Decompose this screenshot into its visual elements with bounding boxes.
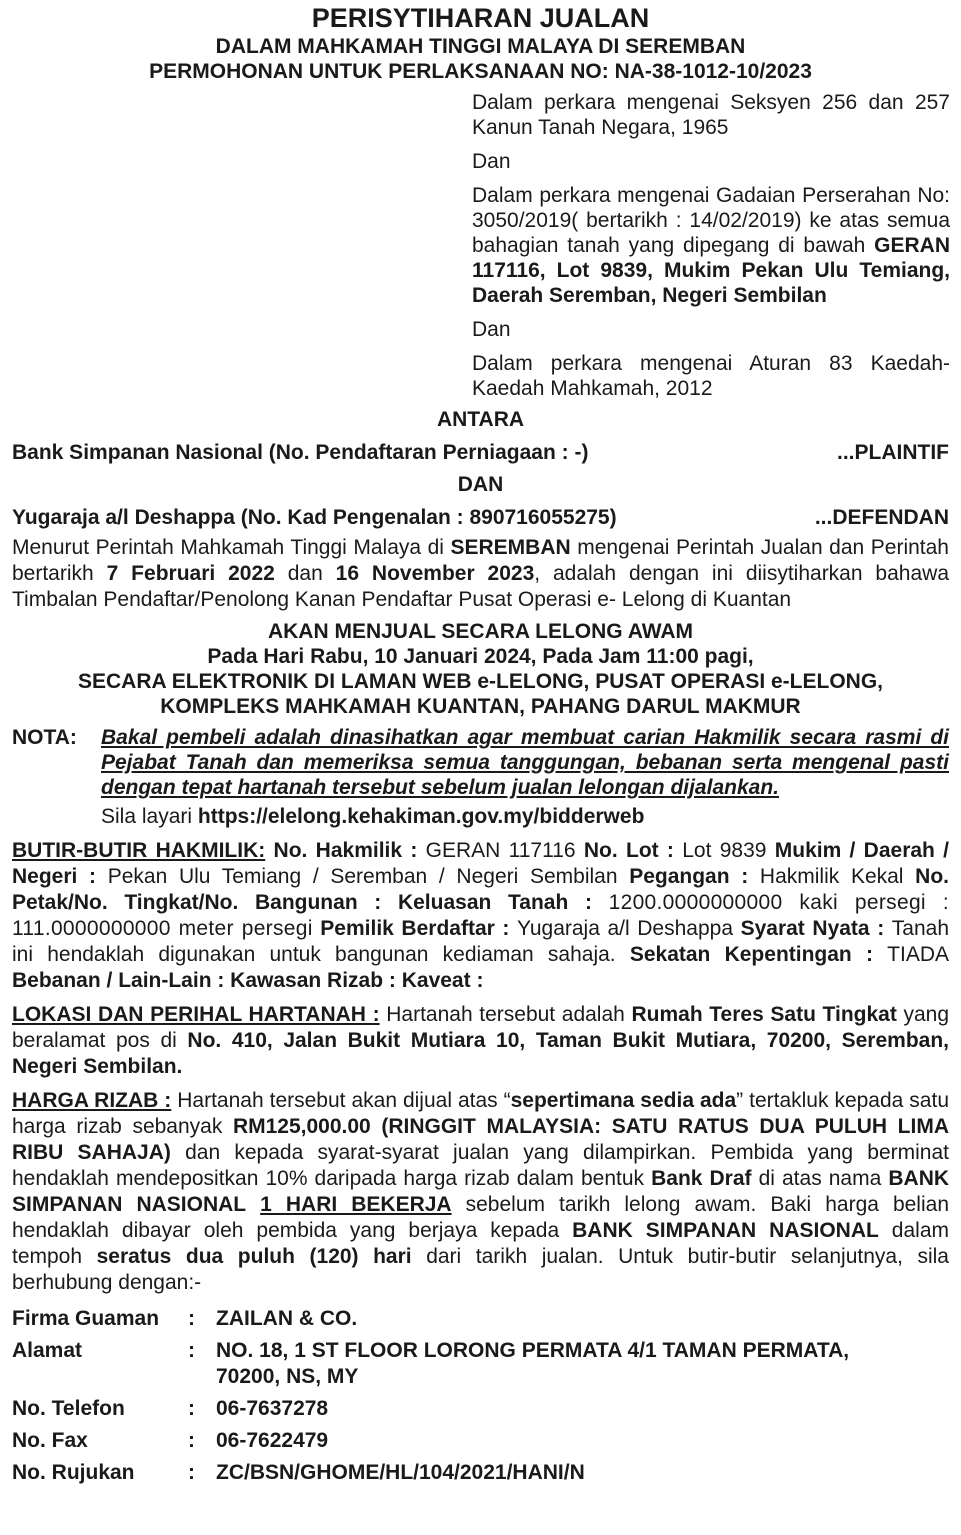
detail-value: Pekan Ulu Temiang / Seremban / Negeri Sembilan bbox=[107, 865, 618, 888]
contact-row-fax bbox=[12, 1428, 949, 1454]
contact-label: Firma Guaman bbox=[12, 1307, 160, 1330]
matter-paragraph-2 bbox=[472, 183, 950, 308]
detail-key: No. Hakmilik : bbox=[265, 839, 426, 862]
order-date-1: 7 Februari 2022 bbox=[106, 562, 275, 585]
location-section bbox=[12, 1002, 949, 1080]
location-text: Hartanah tersebut adalah bbox=[379, 1003, 632, 1026]
defendant-row bbox=[12, 505, 949, 531]
detail-key: Syarat Nyata : bbox=[733, 917, 892, 940]
nota-text: Bakal pembeli adalah dinasihatkan agar membuat carian Hakmilik secara rasmi di Pejabat Tanah dan memeriksa semua tanggungan, bebanan serta mengenal pasti dengan tepat hartanah tersebut sebelum jualan lelongan dijalankan. bbox=[101, 726, 949, 799]
location-text: yang beralamat pos di bbox=[12, 1003, 950, 1052]
reserve-bold: BANK SIMPANAN NASIONAL bbox=[572, 1219, 879, 1242]
detail-key: Mukim / Daerah / Negeri : bbox=[12, 839, 950, 888]
auction-announcement bbox=[12, 619, 949, 719]
court-heading: DALAM MAHKAMAH TINGGI MALAYA DI SEREMBAN bbox=[215, 35, 746, 58]
reserve-bold: sepertimana sedia ada bbox=[510, 1089, 737, 1112]
reserve-text: di atas nama bbox=[751, 1167, 889, 1190]
contact-colon: : bbox=[188, 1307, 195, 1330]
reserve-text: sebelum tarikh lelong awam. Baki harga belian hendaklah dibayar oleh pembida yang berjaya kepada bbox=[12, 1193, 949, 1242]
auction-date-line: Pada Hari Rabu, 10 Januari 2024, Pada Jam 11:00 pagi, bbox=[207, 645, 754, 668]
plaintiff-row bbox=[12, 440, 949, 466]
website-line bbox=[101, 804, 949, 830]
contact-label: No. Fax bbox=[12, 1429, 88, 1452]
detail-key: Bebanan / Lain-Lain : Kawasan Rizab : Kaveat : bbox=[12, 969, 484, 992]
defendant-role: ...DEFENDAN bbox=[814, 506, 949, 529]
fax-number: 06-7622479 bbox=[216, 1429, 329, 1452]
contact-row-telephone bbox=[12, 1396, 949, 1422]
contact-row-firm bbox=[12, 1306, 949, 1332]
telephone-number: 06-7637278 bbox=[216, 1397, 329, 1420]
detail-value: GERAN 117116 bbox=[425, 839, 576, 862]
contact-label: Alamat bbox=[12, 1339, 83, 1362]
matter-p2-title: GERAN 117116, Lot 9839, Mukim Pekan Ulu Temiang, Daerah Seremban, Negeri Sembilan bbox=[472, 234, 950, 307]
contact-table bbox=[12, 1306, 949, 1486]
nota-block bbox=[12, 725, 949, 800]
matter-p2-text: Dalam perkara mengenai Gadaian Perserahan No: 3050/2019( bertarikh : 14/02/2019) ke atas semua bahagian tanah yang dipegang di bawah bbox=[472, 184, 950, 257]
law-firm-name: ZAILAN & CO. bbox=[216, 1307, 358, 1330]
detail-value: 1200.0000000000 kaki persegi : 111.0000000000 meter persegi bbox=[12, 891, 949, 940]
detail-value: Yugaraja a/l Deshappa bbox=[516, 917, 733, 940]
matter-paragraph-3: Dalam perkara mengenai Aturan 83 Kaedah-Kaedah Mahkamah, 2012 bbox=[472, 352, 950, 400]
reserve-payment-period: seratus dua puluh (120) hari bbox=[96, 1245, 412, 1268]
matter-section bbox=[472, 90, 950, 401]
matter-dan-1: Dan bbox=[472, 150, 511, 173]
matter-paragraph-1: Dalam perkara mengenai Seksyen 256 dan 257 Kanun Tanah Negara, 1965 bbox=[472, 91, 950, 139]
reference-number: ZC/BSN/GHOME/HL/104/2021/HANI/N bbox=[216, 1461, 585, 1484]
reserve-bold: Bank Draf bbox=[651, 1167, 752, 1190]
order-court: SEREMBAN bbox=[450, 536, 571, 559]
detail-key: Sekatan Kepentingan : bbox=[615, 943, 888, 966]
reserve-bold: BANK SIMPANAN NASIONAL bbox=[12, 1167, 950, 1216]
detail-key: No. Petak/No. Tingkat/No. Bangunan : Keluasan Tanah : bbox=[12, 865, 949, 914]
contact-label: No. Rujukan bbox=[12, 1461, 135, 1484]
reserve-deadline: 1 HARI BEKERJA bbox=[260, 1193, 452, 1216]
sale-proclamation-document bbox=[0, 2, 961, 1486]
contact-colon: : bbox=[188, 1429, 195, 1452]
title-details-heading: BUTIR-BUTIR HAKMILIK: bbox=[12, 839, 266, 862]
plaintiff-role: ...PLAINTIF bbox=[837, 441, 949, 464]
property-address: No. 410, Jalan Bukit Mutiara 10, Taman Bukit Mutiara, 70200, Seremban, Negeri Sembilan. bbox=[12, 1029, 949, 1078]
nota-label: NOTA: bbox=[12, 726, 77, 749]
dan-heading: DAN bbox=[457, 473, 504, 496]
reserve-price-heading: HARGA RIZAB : bbox=[12, 1089, 172, 1112]
reserve-text: Hartanah tersebut akan dijual atas “ bbox=[171, 1089, 511, 1112]
detail-value: Hakmilik Kekal bbox=[759, 865, 904, 888]
detail-key: Pegangan : bbox=[617, 865, 760, 888]
detail-value: Lot 9839 bbox=[682, 839, 767, 862]
order-text: dan bbox=[274, 562, 336, 585]
detail-key: Pemilik Berdaftar : bbox=[312, 917, 517, 940]
reserve-amount: RM125,000.00 (RINGGIT MALAYSIA: SATU RATUS DUA PULUH LIMA RIBU SAHAJA) bbox=[12, 1115, 949, 1164]
law-firm-address: NO. 18, 1 ST FLOOR LORONG PERMATA 4/1 TAMAN PERMATA, 70200, NS, MY bbox=[216, 1339, 850, 1388]
antara-heading: ANTARA bbox=[436, 408, 525, 431]
reserve-text: dan kepada syarat-syarat jualan yang dilampirkan. Pembida yang berminat hendaklah mendepositkan 10% daripada harga rizab dalam bentuk bbox=[12, 1141, 949, 1190]
order-paragraph bbox=[12, 535, 949, 613]
document-title: PERISYTIHARAN JUALAN bbox=[311, 3, 650, 33]
application-number: PERMOHONAN UNTUK PERLAKSANAAN NO: NA-38-1012-10/2023 bbox=[149, 60, 812, 83]
reserve-text: dalam tempoh bbox=[12, 1219, 949, 1268]
reserve-text: dari tarikh jualan. Untuk butir-butir selanjutnya, sila berhubung dengan:- bbox=[12, 1245, 949, 1294]
defendant-name: Yugaraja a/l Deshappa (No. Kad Pengenalan : 890716055275) bbox=[12, 506, 617, 529]
property-type: Rumah Teres Satu Tingkat bbox=[631, 1003, 897, 1026]
reserve-text bbox=[246, 1193, 260, 1216]
order-text: mengenai Perintah Jualan dan Perintah bertarikh bbox=[12, 536, 949, 585]
order-text: Menurut Perintah Mahkamah Tinggi Malaya di bbox=[12, 536, 451, 559]
order-date-2: 16 November 2023 bbox=[335, 562, 535, 585]
plaintiff-name: Bank Simpanan Nasional (No. Pendaftaran Perniagaan : -) bbox=[12, 441, 589, 464]
contact-row-address bbox=[12, 1338, 949, 1390]
detail-key: No. Lot : bbox=[575, 839, 683, 862]
reserve-price-section bbox=[12, 1088, 949, 1296]
matter-dan-2: Dan bbox=[472, 318, 511, 341]
contact-colon: : bbox=[188, 1461, 195, 1484]
reserve-text: ” tertakluk kepada satu harga rizab sebanyak bbox=[12, 1089, 949, 1138]
contact-label: No. Telefon bbox=[12, 1397, 125, 1420]
contact-colon: : bbox=[188, 1397, 195, 1420]
contact-row-reference bbox=[12, 1460, 949, 1486]
detail-value: Tanah ini hendaklah digunakan untuk bangunan kediaman sahaja. bbox=[12, 917, 949, 966]
order-text: , adalah dengan ini diisytiharkan bahawa Timbalan Pendaftar/Penolong Kanan Pendaftar Pusat Operasi e- Lelong di Kuantan bbox=[12, 562, 949, 611]
title-details-section bbox=[12, 838, 949, 994]
announcement-line: KOMPLEKS MAHKAMAH KUANTAN, PAHANG DARUL MAKMUR bbox=[160, 695, 801, 718]
contact-colon: : bbox=[188, 1339, 195, 1362]
bidder-website-link[interactable]: https://elelong.kehakiman.gov.my/bidderweb bbox=[197, 805, 645, 828]
announcement-line: AKAN MENJUAL SECARA LELONG AWAM bbox=[267, 620, 694, 643]
detail-value: TIADA bbox=[887, 943, 949, 966]
website-prefix: Sila layari bbox=[101, 805, 198, 828]
announcement-line: SECARA ELEKTRONIK DI LAMAN WEB e-LELONG, PUSAT OPERASI e-LELONG, bbox=[77, 670, 884, 693]
location-heading: LOKASI DAN PERIHAL HARTANAH : bbox=[12, 1003, 380, 1026]
